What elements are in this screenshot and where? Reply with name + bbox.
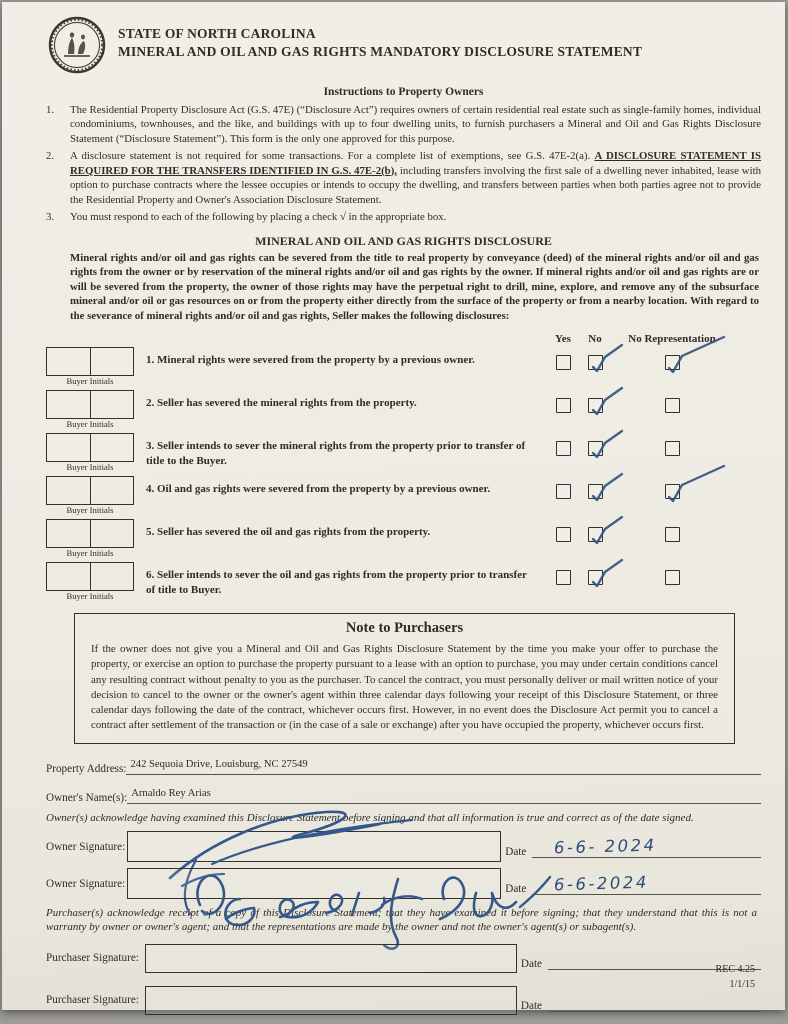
disclosure-row-2 (46, 390, 761, 429)
yes-checkbox[interactable] (556, 355, 571, 370)
instruction-item-2 (46, 149, 761, 207)
instructions-heading: Instructions to Property Owners (323, 86, 484, 98)
no-representation-checkbox[interactable] (665, 527, 680, 542)
owner-signature-box-2[interactable] (127, 868, 501, 899)
date-label: Date (505, 883, 527, 896)
item-text: The Residential Property Disclosure Act (G.S. 47E) (“Disclosure Act”) requires owners of certain residential real estate such as single-family homes, individual condominiums, townhouses, and the like, and buildings with up to four dwelling units, to furnish purchasers a Mineral and Oil and Gas Rights Disclosure Statement (“Disclosure Statement”). This form is the only one approved for this purpose. (70, 104, 761, 145)
item-text: A disclosure statement is not required for some transactions. For a complete list of exemptions, see G.S. 47E-2(a). A DISCLOSURE STATEMENT IS REQUIRED FOR THE TRANSFERS IDENTIFIED IN G.S. 47E-2(b), including transfers involving the first sale of a dwelling never inhabited, lease with option to purchase contracts where the lessee occupies or intends to occupy the dwelling, and transfers between parties when both parties agree not to provide the Residential Property and Owner's Association Disclosure Statement. (70, 150, 762, 206)
date-label: Date (505, 846, 527, 859)
no-representation-checkbox[interactable] (665, 355, 680, 370)
owner-signature-row-2 (46, 868, 761, 899)
statement-text: 2. Seller has severed the mineral rights from the property. (146, 397, 417, 410)
buyer-initials-label: Buyer Initials (66, 376, 114, 387)
no-checkbox[interactable] (588, 355, 603, 370)
buyer-initials-box[interactable] (46, 562, 134, 591)
disclosure-row-6 (46, 562, 761, 601)
buyer-initials-label: Buyer Initials (66, 548, 114, 559)
purchaser-signature-row-2 (46, 986, 761, 1015)
buyer-initials-label: Buyer Initials (66, 462, 114, 473)
note-body: If the owner does not give you a Mineral and Oil and Gas Rights Disclosure Statement by the time you make your offer to purchase the property, or exercise an option to purchase the property pursuant to a lease with an option to purchase, you may under certain conditions cancel any resulting contract without penalty to you as the purchaser. To cancel the contract, you must personally deliver or mail written notice of your decision to cancel to the owner or the owner's agent within three calendar days following your receipt of this Disclosure Statement, or three calendar days following the date of the contract, whichever occurs first. However, in no event does the Disclosure Act permit you to cancel a contract after settlement of the transaction or (in the case of a sale or exchange) after you have occupied the property, whichever occurs first. (91, 643, 718, 731)
property-address-label: Property Address: (46, 762, 127, 775)
disclosure-intro: Mineral rights and/or oil and gas rights can be severed from the title to real property by conveyance (deed) of the mineral rights and/or oil and gas rights from the owner or by reservation of the mineral rights and/or oil and gas rights by the owner. If mineral rights and/or oil and gas rights are or will be severed from the property, the owner of those rights may have the perpetual right to drill, mine, explore, and remove any of the subsurface mineral and/or oil or gas resources on or from the property either directly from the surface of the property or from a nearby location. With regard to the severance of mineral rights and/or oil and gas rights, Seller makes the following disclosures: (70, 251, 759, 322)
owner-name-value[interactable]: Arnaldo Rey Arias (127, 788, 761, 804)
disclosure-row-1 (46, 347, 761, 386)
no-column-header: No (588, 333, 602, 346)
statement-text: 5. Seller has severed the oil and gas rights from the property. (146, 526, 431, 539)
purchaser-signature-box-1[interactable] (145, 944, 517, 973)
handwritten-date-1: 6-6- 2024 (554, 835, 658, 858)
purchaser-date-line-2[interactable] (548, 989, 761, 1012)
property-address-value[interactable]: 242 Sequoia Drive, Louisburg, NC 27549 (126, 759, 761, 775)
purchaser-signature-label: Purchaser Signature: (46, 952, 139, 965)
owner-signature-label: Owner Signature: (46, 877, 126, 890)
item-number: 2. (46, 150, 55, 163)
date-label: Date (520, 999, 543, 1012)
no-checkbox[interactable] (588, 398, 603, 413)
no-checkbox[interactable] (588, 441, 603, 456)
owner-acknowledgment: Owner(s) acknowledge having examined this Disclosure Statement before signing and that all information is true and correct as of the date signed. (46, 811, 694, 824)
property-address-row (46, 759, 761, 775)
statement-text: 4. Oil and gas rights were severed from the property by a previous owner. (146, 483, 491, 496)
owner-name-row (46, 788, 761, 804)
statement-text: 1. Mineral rights were severed from the property by a previous owner. (146, 354, 475, 367)
no-representation-checkbox[interactable] (665, 484, 680, 499)
item-text: You must respond to each of the following by placing a check √ in the appropriate box. (70, 211, 447, 224)
buyer-initials-label: Buyer Initials (66, 505, 114, 516)
buyer-initials-label: Buyer Initials (66, 591, 114, 602)
disclosure-form-page (2, 2, 785, 1010)
buyer-initials-label: Buyer Initials (66, 419, 114, 430)
handwritten-date-2: 6-6-2024 (554, 872, 650, 895)
no-representation-checkbox[interactable] (665, 441, 680, 456)
instruction-item-1 (46, 103, 761, 146)
statement-text: 6. Seller intends to sever the oil and gas rights from the property prior to transfer of title to Buyer. (146, 569, 527, 596)
owner-date-line-2[interactable] (532, 872, 761, 895)
no-checkbox[interactable] (588, 484, 603, 499)
yes-checkbox[interactable] (556, 570, 571, 585)
disclosure-rows (46, 347, 761, 601)
disclosure-heading: MINERAL AND OIL AND GAS RIGHTS DISCLOSURE (255, 233, 552, 248)
purchaser-signature-label: Purchaser Signature: (46, 994, 139, 1007)
no-representation-checkbox[interactable] (665, 398, 680, 413)
no-representation-column-header: No Representation (628, 333, 716, 346)
response-column-headers (46, 333, 761, 345)
purchaser-signature-row-1 (46, 944, 761, 973)
purchaser-signature-box-2[interactable] (145, 986, 517, 1015)
statement-text: 3. Seller intends to sever the mineral rights from the property prior to transfer of title to the Buyer. (146, 440, 526, 467)
note-to-purchasers-box (74, 613, 735, 743)
form-title: MINERAL AND OIL AND GAS RIGHTS MANDATORY DISCLOSURE STATEMENT (118, 43, 643, 59)
buyer-initials-box[interactable] (46, 390, 134, 419)
state-title: STATE OF NORTH CAROLINA (118, 26, 316, 41)
form-header (46, 16, 761, 79)
buyer-initials-box[interactable] (46, 519, 134, 548)
disclosure-row-4 (46, 476, 761, 515)
instruction-item-3 (46, 210, 761, 224)
yes-checkbox[interactable] (556, 398, 571, 413)
buyer-initials-box[interactable] (46, 433, 134, 462)
owner-signature-row-1 (46, 831, 761, 862)
form-revision-date: 1/1/15 (729, 979, 755, 990)
owner-name-label: Owner's Name(s): (46, 791, 128, 804)
owner-signature-box-1[interactable] (127, 831, 501, 862)
date-label: Date (520, 957, 543, 970)
form-footer (716, 962, 755, 992)
yes-column-header: Yes (555, 333, 571, 346)
instructions-list (46, 103, 761, 225)
disclosure-row-5 (46, 519, 761, 558)
no-checkbox[interactable] (588, 570, 603, 585)
owner-date-line-1[interactable] (532, 835, 761, 858)
item-number: 3. (46, 211, 55, 224)
purchaser-acknowledgment: Purchaser(s) acknowledge receipt of a copy of this Disclosure Statement; that they have examined it before signing; that they understand that this is not a warranty by owner or owner's agent; and that the representations are made by the owner and not the owner's agent(s) or subagent(s). (46, 907, 757, 934)
buyer-initials-box[interactable] (46, 347, 134, 376)
nc-real-estate-commission-seal-icon (48, 16, 106, 79)
emphasized-clause: A DISCLOSURE STATEMENT IS REQUIRED FOR THE TRANSFERS IDENTIFIED IN G.S. 47E-2(b), (70, 150, 761, 177)
yes-checkbox[interactable] (556, 527, 571, 542)
form-number: REC 4.25 (715, 964, 755, 975)
no-checkbox[interactable] (588, 527, 603, 542)
yes-checkbox[interactable] (556, 484, 571, 499)
owner-signature-label: Owner Signature: (46, 840, 126, 853)
note-heading: Note to Purchasers (345, 620, 464, 637)
no-representation-checkbox[interactable] (665, 570, 680, 585)
disclosure-row-3 (46, 433, 761, 472)
yes-checkbox[interactable] (556, 441, 571, 456)
item-number: 1. (46, 104, 55, 116)
buyer-initials-box[interactable] (46, 476, 134, 505)
